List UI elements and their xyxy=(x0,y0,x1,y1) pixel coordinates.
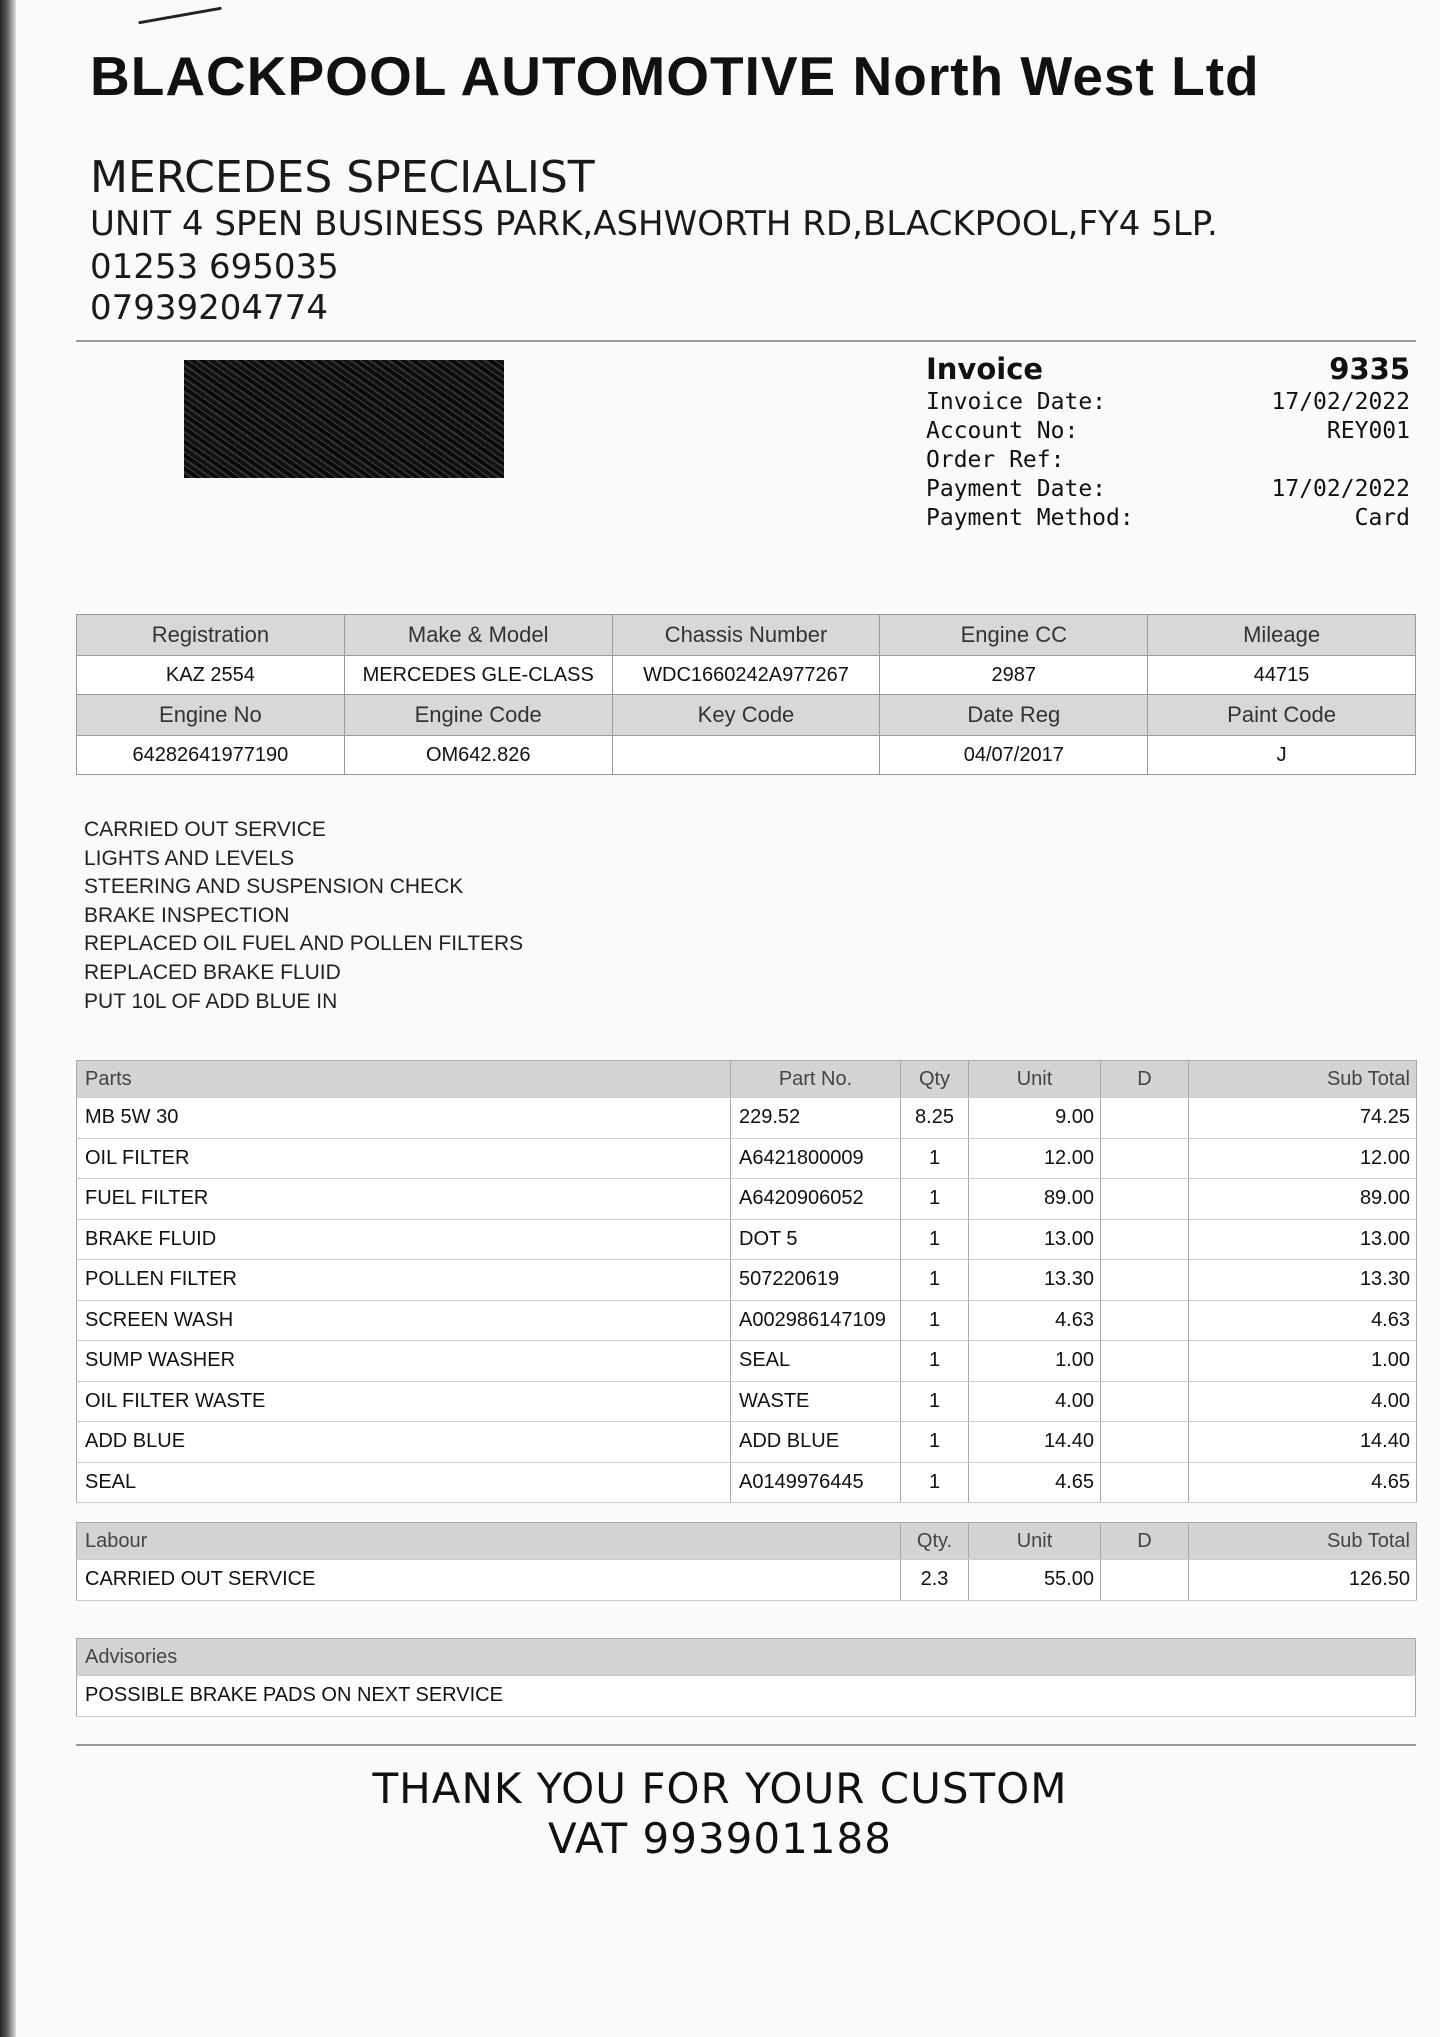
vehicle-value-cell: 2987 xyxy=(880,656,1148,695)
vehicle-value-row xyxy=(77,736,1416,775)
parts-header-cell: D xyxy=(1101,1061,1189,1098)
vehicle-header-cell: Make & Model xyxy=(344,615,612,656)
account-no-row xyxy=(926,417,1410,446)
labour-name: CARRIED OUT SERVICE xyxy=(77,1560,901,1601)
footer-divider xyxy=(76,1744,1416,1746)
part-qty: 1 xyxy=(901,1138,969,1179)
invoice-field-label: Payment Date: xyxy=(926,476,1107,502)
vehicle-header-cell: Mileage xyxy=(1148,615,1416,656)
part-discount xyxy=(1101,1381,1189,1422)
part-unit: 12.00 xyxy=(969,1138,1101,1179)
vehicle-header-cell: Paint Code xyxy=(1148,695,1416,736)
vehicle-value-cell: 44715 xyxy=(1148,656,1416,695)
vehicle-value-row xyxy=(77,656,1416,695)
vehicle-header-cell: Registration xyxy=(77,615,345,656)
part-number: 229.52 xyxy=(731,1098,901,1139)
part-number: 507220619 xyxy=(731,1260,901,1301)
part-qty: 1 xyxy=(901,1341,969,1382)
pen-mark xyxy=(138,7,221,25)
vat-number: VAT 993901188 xyxy=(547,1814,893,1863)
work-line: LIGHTS AND LEVELS xyxy=(84,846,295,870)
vehicle-value-cell: KAZ 2554 xyxy=(77,656,345,695)
advisories-header: Advisories xyxy=(77,1639,1416,1676)
invoice-field-value: 17/02/2022 xyxy=(1271,389,1410,415)
invoice-title-row xyxy=(926,350,1410,388)
parts-header-row xyxy=(77,1061,1417,1098)
part-number: A6420906052 xyxy=(731,1179,901,1220)
part-unit: 4.65 xyxy=(969,1462,1101,1503)
invoice-field-label: Invoice Date: xyxy=(926,389,1107,415)
invoice-number: 9335 xyxy=(1329,352,1410,386)
vehicle-value-cell: OM642.826 xyxy=(344,736,612,775)
work-line: REPLACED OIL FUEL AND POLLEN FILTERS xyxy=(84,932,524,956)
page-scan-edge xyxy=(0,0,16,2037)
vehicle-header-cell: Engine CC xyxy=(880,615,1148,656)
company-address: UNIT 4 SPEN BUSINESS PARK,ASHWORTH RD,BLACKPOOL,FY4 5LP. xyxy=(90,204,1218,244)
part-qty: 1 xyxy=(901,1179,969,1220)
table-row xyxy=(77,1138,1417,1179)
work-line: STEERING AND SUSPENSION CHECK xyxy=(84,875,464,899)
part-discount xyxy=(1101,1422,1189,1463)
part-unit: 13.00 xyxy=(969,1219,1101,1260)
vehicle-header-row xyxy=(77,695,1416,736)
payment-date-row xyxy=(926,475,1410,504)
part-discount xyxy=(1101,1098,1189,1139)
part-unit: 13.30 xyxy=(969,1260,1101,1301)
part-number: A0149976445 xyxy=(731,1462,901,1503)
parts-header-cell: Qty xyxy=(901,1061,969,1098)
company-phone-2: 07939204774 xyxy=(90,288,328,328)
parts-header-cell: Unit xyxy=(969,1061,1101,1098)
labour-header-row xyxy=(77,1523,1417,1560)
payment-method-row xyxy=(926,504,1410,533)
invoice-field-label: Order Ref: xyxy=(926,447,1065,473)
labour-qty: 2.3 xyxy=(901,1560,969,1601)
invoice-title: Invoice xyxy=(926,352,1044,386)
labour-discount xyxy=(1101,1560,1189,1601)
labour-table xyxy=(76,1522,1417,1601)
part-number: DOT 5 xyxy=(731,1219,901,1260)
invoice-date-row xyxy=(926,388,1410,417)
advisory-text: POSSIBLE BRAKE PADS ON NEXT SERVICE xyxy=(77,1676,1416,1717)
vehicle-value-cell: MERCEDES GLE-CLASS xyxy=(344,656,612,695)
part-subtotal: 12.00 xyxy=(1189,1138,1417,1179)
part-qty: 1 xyxy=(901,1260,969,1301)
advisories-table xyxy=(76,1638,1416,1717)
part-name: POLLEN FILTER xyxy=(77,1260,731,1301)
advisories-row xyxy=(77,1676,1416,1717)
thank-you-message: THANK YOU FOR YOUR CUSTOM xyxy=(372,1764,1068,1813)
labour-header-cell: D xyxy=(1101,1523,1189,1560)
table-row xyxy=(77,1260,1417,1301)
part-name: BRAKE FLUID xyxy=(77,1219,731,1260)
part-subtotal: 14.40 xyxy=(1189,1422,1417,1463)
part-discount xyxy=(1101,1300,1189,1341)
invoice-details xyxy=(926,350,1410,533)
labour-unit: 55.00 xyxy=(969,1560,1101,1601)
vehicle-value-cell xyxy=(612,736,880,775)
order-ref-row xyxy=(926,446,1410,475)
part-name: FUEL FILTER xyxy=(77,1179,731,1220)
table-row xyxy=(77,1560,1417,1601)
parts-header-cell: Sub Total xyxy=(1189,1061,1417,1098)
vehicle-value-cell: J xyxy=(1148,736,1416,775)
invoice-field-label: Payment Method: xyxy=(926,505,1134,531)
part-unit: 9.00 xyxy=(969,1098,1101,1139)
invoice-field-value: Card xyxy=(1354,505,1410,531)
part-qty: 1 xyxy=(901,1462,969,1503)
part-subtotal: 89.00 xyxy=(1189,1179,1417,1220)
part-name: MB 5W 30 xyxy=(77,1098,731,1139)
part-discount xyxy=(1101,1462,1189,1503)
vehicle-header-cell: Chassis Number xyxy=(612,615,880,656)
part-subtotal: 1.00 xyxy=(1189,1341,1417,1382)
part-unit: 1.00 xyxy=(969,1341,1101,1382)
part-number: A6421800009 xyxy=(731,1138,901,1179)
part-subtotal: 4.63 xyxy=(1189,1300,1417,1341)
part-qty: 1 xyxy=(901,1381,969,1422)
part-name: SCREEN WASH xyxy=(77,1300,731,1341)
vehicle-value-cell: 64282641977190 xyxy=(77,736,345,775)
table-row xyxy=(77,1179,1417,1220)
vehicle-value-cell: 04/07/2017 xyxy=(880,736,1148,775)
parts-header-cell: Part No. xyxy=(731,1061,901,1098)
invoice-field-label: Account No: xyxy=(926,418,1079,444)
vehicle-value-cell: WDC1660242A977267 xyxy=(612,656,880,695)
part-unit: 14.40 xyxy=(969,1422,1101,1463)
part-subtotal: 4.65 xyxy=(1189,1462,1417,1503)
part-discount xyxy=(1101,1179,1189,1220)
part-number: WASTE xyxy=(731,1381,901,1422)
vehicle-header-row xyxy=(77,615,1416,656)
work-line: REPLACED BRAKE FLUID xyxy=(84,960,341,984)
part-name: OIL FILTER xyxy=(77,1138,731,1179)
header-divider xyxy=(76,340,1416,342)
table-row xyxy=(77,1219,1417,1260)
part-discount xyxy=(1101,1260,1189,1301)
parts-table xyxy=(76,1060,1417,1503)
vehicle-details-table xyxy=(76,614,1416,775)
company-name: BLACKPOOL AUTOMOTIVE North West Ltd xyxy=(90,45,1260,107)
work-line: BRAKE INSPECTION xyxy=(84,903,290,927)
part-qty: 1 xyxy=(901,1300,969,1341)
part-number: A002986147109 xyxy=(731,1300,901,1341)
redacted-customer-address xyxy=(184,360,504,478)
part-number: SEAL xyxy=(731,1341,901,1382)
part-discount xyxy=(1101,1341,1189,1382)
part-number: ADD BLUE xyxy=(731,1422,901,1463)
table-row xyxy=(77,1098,1417,1139)
vehicle-header-cell: Date Reg xyxy=(880,695,1148,736)
company-tagline: MERCEDES SPECIALIST xyxy=(90,152,595,203)
part-unit: 4.00 xyxy=(969,1381,1101,1422)
table-row xyxy=(77,1422,1417,1463)
company-phone-1: 01253 695035 xyxy=(90,247,339,287)
part-discount xyxy=(1101,1138,1189,1179)
part-unit: 89.00 xyxy=(969,1179,1101,1220)
work-description xyxy=(84,816,523,1016)
vehicle-header-cell: Key Code xyxy=(612,695,880,736)
labour-header-cell: Sub Total xyxy=(1189,1523,1417,1560)
invoice-field-value: REY001 xyxy=(1326,418,1410,444)
part-qty: 8.25 xyxy=(901,1098,969,1139)
part-name: OIL FILTER WASTE xyxy=(77,1381,731,1422)
table-row xyxy=(77,1341,1417,1382)
work-line: PUT 10L OF ADD BLUE IN xyxy=(84,989,338,1013)
labour-subtotal: 126.50 xyxy=(1189,1560,1417,1601)
part-name: ADD BLUE xyxy=(77,1422,731,1463)
part-qty: 1 xyxy=(901,1219,969,1260)
part-subtotal: 13.00 xyxy=(1189,1219,1417,1260)
labour-header-cell: Qty. xyxy=(901,1523,969,1560)
table-row xyxy=(77,1462,1417,1503)
table-row xyxy=(77,1300,1417,1341)
parts-header-cell: Parts xyxy=(77,1061,731,1098)
part-subtotal: 13.30 xyxy=(1189,1260,1417,1301)
part-discount xyxy=(1101,1219,1189,1260)
part-subtotal: 4.00 xyxy=(1189,1381,1417,1422)
vehicle-header-cell: Engine Code xyxy=(344,695,612,736)
part-subtotal: 74.25 xyxy=(1189,1098,1417,1139)
work-line: CARRIED OUT SERVICE xyxy=(84,818,326,841)
labour-header-cell: Labour xyxy=(77,1523,901,1560)
part-unit: 4.63 xyxy=(969,1300,1101,1341)
invoice-field-value: 17/02/2022 xyxy=(1271,476,1410,502)
part-name: SUMP WASHER xyxy=(77,1341,731,1382)
vehicle-header-cell: Engine No xyxy=(77,695,345,736)
table-row xyxy=(77,1381,1417,1422)
part-qty: 1 xyxy=(901,1422,969,1463)
part-name: SEAL xyxy=(77,1462,731,1503)
advisories-header-row xyxy=(77,1639,1416,1676)
labour-header-cell: Unit xyxy=(969,1523,1101,1560)
